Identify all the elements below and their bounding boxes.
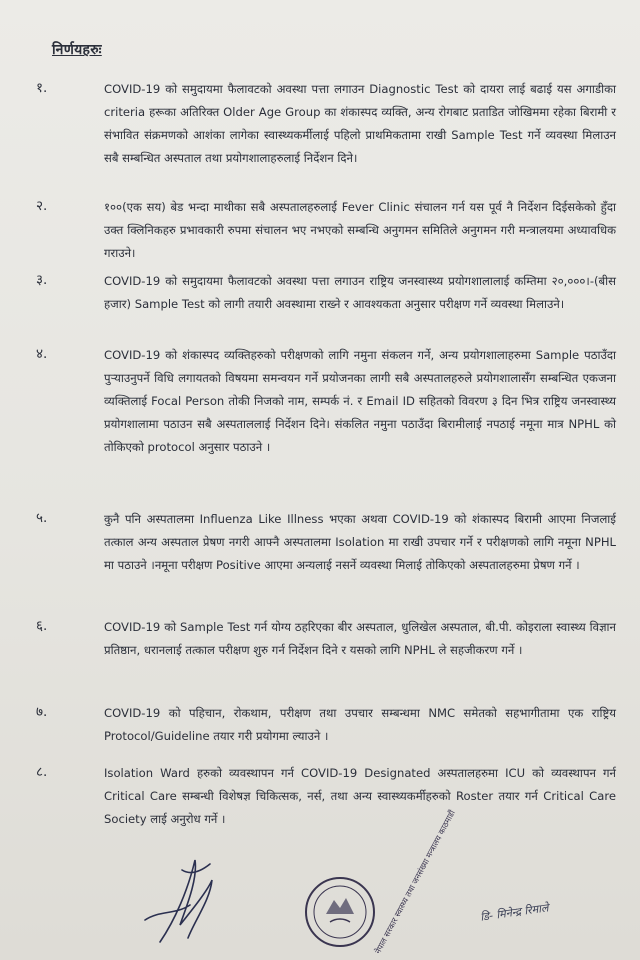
decision-item-6: [36, 616, 616, 662]
item-number: ४.: [36, 346, 48, 362]
decision-item-5: [36, 508, 616, 577]
item-number: २.: [36, 198, 48, 214]
item-text: कुनै पनि अस्पतालमा Influenza Like Illness भएका अथवा COVID-19 को शंकास्पद बिरामी आएमा निजलाई तत्काल अन्य अस्पताल प्रेषण नगरी आफ्नै अस्पतालमा Isolation मा राखी उपचार गर्ने र परीक्षणको लागि नमूना NPHL मा पठाउने ।नमूना परीक्षण Positive आएमा अन्यलाई नसर्ने व्यवस्था मिलाई तोकिएको अस्पतालहरुमा प्रेषण गर्ने ।: [104, 512, 616, 572]
item-text: COVID-19 को Sample Test गर्न योग्य ठहरिएका बीर अस्पताल, धुलिखेल अस्पताल, बी.पी. कोइराला स्वास्थ्य विज्ञान प्रतिष्ठान, धरानलाई तत्काल परीक्षण शुरु गर्न निर्देशन दिने र यसको लागि NPHL ले सहजीकरण गर्ने ।: [104, 620, 616, 657]
item-number: ७.: [36, 704, 48, 720]
decision-item-7: [36, 702, 616, 748]
item-text: COVID-19 को समुदायमा फैलावटको अवस्था पत्ता लगाउन राष्ट्रिय जनस्वास्थ्य प्रयोगशालालाई कम्तिमा २०,०००।-(बीस हजार) Sample Test को लागी तयारी अवस्थामा राख्ने र आवश्यकता अनुसार परीक्षण गर्ने व्यवस्था मिलाउने।: [104, 274, 616, 311]
item-text: COVID-19 को पहिचान, रोकथाम, परीक्षण तथा उपचार सम्बन्धमा NMC समेतको सहभागीतामा एक राष्ट्रिय Protocol/Guideline तयार गरी प्रयोगमा ल्याउने ।: [104, 706, 616, 743]
signature-right: डि- मिनेन्द्र रिमाले: [479, 901, 550, 924]
decision-item-8: [36, 762, 616, 831]
item-text: १००(एक सय) बेड भन्दा माथीका सबै अस्पतालहरुलाई Fever Clinic संचालन गर्न यस पूर्व नै निर्देशन दिईसकेको हुँदा उक्त क्लिनिकहरु प्रभावकारी रुपमा संचालन भए नभएको सम्बन्धि अनुगमन समितिले अनुगमन गरी मन्त्रालयमा अध्यावधिक गराउने।: [104, 200, 616, 260]
item-number: ५.: [36, 510, 48, 526]
decision-item-3: [36, 270, 616, 316]
item-number: ३.: [36, 272, 48, 288]
seal-text: नेपाल सरकार स्वास्थ्य तथा जनसंख्या मन्त्रालय काठमाडौं: [373, 808, 457, 956]
item-number: १.: [36, 80, 48, 96]
government-seal: [300, 808, 457, 960]
item-text: COVID-19 को समुदायमा फैलावटको अवस्था पत्ता लगाउन Diagnostic Test को दायरा लाई बढाई यस अगाडीका criteria हरूका अतिरिक्त Older Age Group का शंकास्पद व्यक्ति, अन्य रोगबाट प्रताडित जोखिममा रहेका बिरामी र संभावित संक्रमणको आशंका लागेका स्वास्थ्यकर्मीलाई पहिलो प्राथमिकतामा राखी Sample Test गर्ने व्यवस्था मिलाउन सबै सम्बन्धित अस्पताल तथा प्रयोगशालाहरुलाई निर्देशन दिने।: [104, 82, 616, 165]
page-heading: निर्णयहरुः: [52, 42, 102, 58]
signature-left: [140, 850, 230, 950]
item-number: ६.: [36, 618, 48, 634]
item-text: COVID-19 को शंकास्पद व्यक्तिहरुको परीक्षणको लागि नमुना संकलन गर्ने, अन्य प्रयोगशालाहरुमा Sample पठाउँदा पुऱ्याउनुपर्ने विधि लगायतको विषयमा समन्वयन गर्ने प्रयोजनका लागी सबै अस्पतालहरुले प्रयोगशालासँग सम्बन्धित एकजना व्यक्तिलाई Focal Person तोकी निजको नाम, सम्पर्क नं. र Email ID सहितको विवरण ३ दिन भित्र राष्ट्रिय जनस्वास्थ्य प्रयोगशालामा पठाउन सबै अस्पताललाई निर्देशन दिने। संकलित नमुना पठाउँदा बिरामीलाई नपठाई नमूना मात्र NPHL को तोकिएको protocol अनुसार पठाउने ।: [104, 348, 616, 454]
decision-item-1: [36, 78, 616, 170]
decision-item-2: [36, 196, 616, 265]
item-text: Isolation Ward हरुको व्यवस्थापन गर्न COVID-19 Designated अस्पतालहरुमा ICU को व्यवस्थापन गर्न Critical Care सम्बन्धी विशेषज्ञ चिकित्सक, नर्स, तथा अन्य स्वास्थ्यकर्मीहरुको Roster तयार गर्न Critical Care Society लाई अनुरोध गर्ने ।: [104, 766, 616, 826]
decision-item-4: [36, 344, 616, 459]
item-number: ८.: [36, 764, 48, 780]
